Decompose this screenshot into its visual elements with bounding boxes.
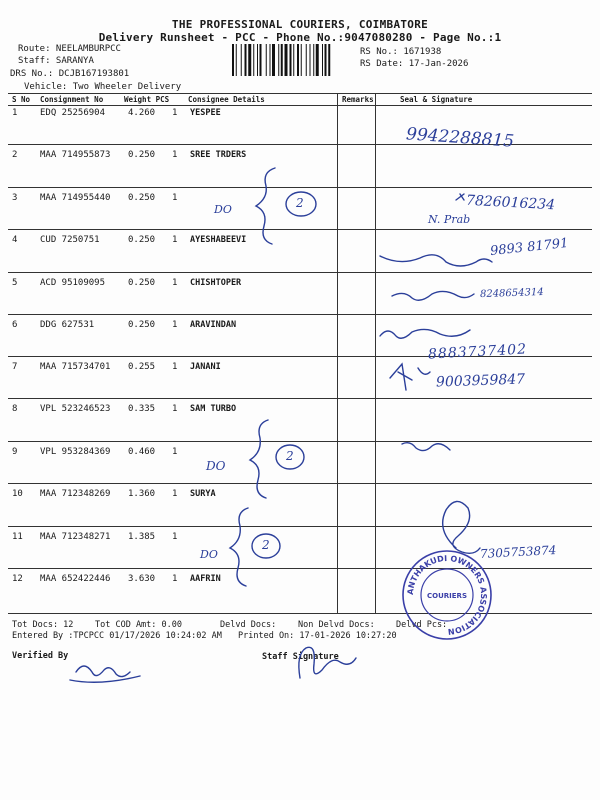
row-weight: 0.250 xyxy=(128,278,156,288)
col-sno: S No xyxy=(12,95,31,104)
row-weight: 0.255 xyxy=(128,362,156,372)
row-pcs: 1 xyxy=(172,362,178,372)
table-header-rule xyxy=(8,105,592,106)
signature-verified xyxy=(70,666,140,682)
row-sno: 2 xyxy=(12,150,18,160)
row-consignment-no: MAA 714955440 xyxy=(40,193,111,203)
handwritten-phone-3: 7826016234 xyxy=(465,192,556,214)
handwritten-circle-3: 2 xyxy=(296,196,304,210)
row-consignment-no: DDG 627531 xyxy=(40,320,95,330)
row-consignment-no: MAA 714955873 xyxy=(40,150,111,160)
barcode-bar xyxy=(253,44,254,76)
barcode-bar xyxy=(245,44,247,76)
row-sno: 4 xyxy=(12,235,18,245)
row-pcs: 1 xyxy=(172,574,178,584)
signature-row-10 xyxy=(443,501,480,553)
barcode-bar xyxy=(241,44,242,76)
row-consignee: JANANI xyxy=(190,362,221,372)
row-pcs: 1 xyxy=(172,235,178,245)
row-divider xyxy=(8,187,592,188)
rs-date: RS Date: 17-Jan-2026 xyxy=(360,59,469,69)
barcode-bar xyxy=(266,44,267,76)
row-sno: 3 xyxy=(12,193,18,203)
signature-row-7 xyxy=(390,364,430,390)
row-consignee: CHISHTOPER xyxy=(190,278,242,288)
row-weight: 0.250 xyxy=(128,193,156,203)
signature-row-5 xyxy=(392,291,474,300)
brace-row-9 xyxy=(250,420,268,498)
col-seal-signature: Seal & Signature xyxy=(400,95,473,104)
row-divider xyxy=(8,441,592,442)
row-consignee: ARAVINDAN xyxy=(190,320,237,330)
row-consignment-no: EDQ 25256904 xyxy=(40,108,106,118)
handwritten-name-3: N. Prab xyxy=(428,213,471,226)
barcode-bar xyxy=(310,44,311,76)
row-weight: 0.250 xyxy=(128,320,156,330)
route-label: Route: NEELAMBURPCC xyxy=(18,44,121,54)
barcode-bar xyxy=(325,44,327,76)
col-consignee: Consignee Details xyxy=(188,95,265,104)
barcode-bar xyxy=(270,44,271,76)
entered-by: Entered By :TPCPCC 01/17/2026 10:24:02 AM xyxy=(12,631,222,641)
row-divider xyxy=(8,272,592,273)
row-divider xyxy=(8,483,592,484)
stamp-center-text: COURIERS xyxy=(427,592,467,600)
vehicle-label: Vehicle: Two Wheeler Delivery xyxy=(24,82,182,92)
barcode-bar xyxy=(260,44,262,76)
printed-on: Printed On: 17-01-2026 10:27:20 xyxy=(238,631,397,641)
row-pcs: 1 xyxy=(172,532,178,542)
barcode-bar xyxy=(297,44,299,76)
staff-label: Staff: SARANYA xyxy=(18,56,94,66)
row-weight: 0.250 xyxy=(128,150,156,160)
barcode-bar xyxy=(301,44,302,76)
barcode-bar xyxy=(306,44,307,76)
row-pcs: 1 xyxy=(172,489,178,499)
row-consignee: YESPEE xyxy=(190,108,221,118)
handwritten-circle-9: 2 xyxy=(286,449,294,463)
row-divider xyxy=(8,398,592,399)
remarks-divider xyxy=(337,93,338,613)
barcode-bar xyxy=(328,44,330,76)
row-divider xyxy=(8,229,592,230)
barcode-bar xyxy=(232,44,234,76)
signature-row-6 xyxy=(380,329,470,338)
col-weight-pcs: Weight PCS xyxy=(124,95,170,104)
barcode-bar xyxy=(316,44,319,76)
row-consignment-no: VPL 953284369 xyxy=(40,447,111,457)
row-consignee: AYESHABEEVI xyxy=(190,235,247,245)
row-consignment-no: VPL 523246523 xyxy=(40,404,111,414)
rs-number: RS No.: 1671938 xyxy=(360,47,442,57)
handwritten-phone-4: 9893 81791 xyxy=(489,235,570,260)
row-sno: 5 xyxy=(12,278,18,288)
row-weight: 1.360 xyxy=(128,489,156,499)
barcode-bar xyxy=(278,44,279,76)
row-consignee: AAFRIN xyxy=(190,574,221,584)
row-consignment-no: MAA 712348271 xyxy=(40,532,111,542)
row-weight: 0.460 xyxy=(128,447,156,457)
row-sno: 1 xyxy=(12,108,18,118)
delivered-docs: Delvd Docs: xyxy=(220,620,277,630)
row-sno: 7 xyxy=(12,362,18,372)
barcode-bar xyxy=(257,44,258,76)
company-title: THE PROFESSIONAL COURIERS, COIMBATORE xyxy=(171,18,429,31)
barcode-bar xyxy=(272,44,275,76)
table-top-rule xyxy=(8,93,592,94)
row-weight: 0.335 xyxy=(128,404,156,414)
drs-label: DRS No.: DCJB167193801 xyxy=(10,69,130,79)
row-sno: 12 xyxy=(12,574,23,584)
handwritten-do-3: DO xyxy=(214,203,232,216)
row-consignment-no: MAA 652422446 xyxy=(40,574,111,584)
brace-row-11 xyxy=(230,508,248,586)
barcode-bar xyxy=(236,44,237,76)
handwritten-phone-7: 9003959847 xyxy=(435,371,526,391)
runsheet-subtitle: Delivery Runsheet - PCC - Phone No.:9047080280 - Page No.:1 xyxy=(98,31,502,44)
row-sno: 9 xyxy=(12,447,18,457)
barcode-image xyxy=(231,44,357,76)
brace-row-3 xyxy=(256,168,275,244)
table-bottom-rule xyxy=(8,613,592,614)
row-divider xyxy=(8,526,592,527)
row-pcs: 1 xyxy=(172,108,178,118)
seal-divider xyxy=(375,93,376,613)
barcode-bar xyxy=(313,44,314,76)
row-sno: 6 xyxy=(12,320,18,330)
handwritten-phone-5: 8248654314 xyxy=(479,286,544,301)
row-weight: 0.250 xyxy=(128,235,156,245)
barcode-bar xyxy=(281,44,283,76)
row-pcs: 1 xyxy=(172,404,178,414)
row-consignee: SAM TURBO xyxy=(190,404,237,414)
row-weight: 1.385 xyxy=(128,532,156,542)
row-sno: 8 xyxy=(12,404,18,414)
row-consignee: SURYA xyxy=(190,489,216,499)
row-consignment-no: ACD 95109095 xyxy=(40,278,106,288)
row-divider xyxy=(8,568,592,569)
signature-row-4 xyxy=(380,255,492,266)
row-pcs: 1 xyxy=(172,193,178,203)
row-sno: 11 xyxy=(12,532,23,542)
barcode-bar xyxy=(290,44,292,76)
verified-by-label: Verified By xyxy=(12,651,69,661)
row-consignment-no: MAA 715734701 xyxy=(40,362,111,372)
handwritten-phone-1: 9942288815 xyxy=(405,124,515,152)
row-sno: 10 xyxy=(12,489,23,499)
staff-signature-label: Staff Signature xyxy=(262,652,339,662)
stamp-ring-text: ANTHAKUDI OWNERS ASSOCIATION xyxy=(405,553,489,637)
row-divider xyxy=(8,314,592,315)
handwritten-do-11: DO xyxy=(200,548,218,561)
total-docs: Tot Docs: 12 xyxy=(12,620,74,630)
row-consignment-no: CUD 7250751 xyxy=(40,235,100,245)
row-weight: 3.630 xyxy=(128,574,156,584)
delivered-pcs: Delvd Pcs: xyxy=(396,620,448,630)
handwritten-do-9: DO xyxy=(206,459,226,473)
barcode-bar xyxy=(285,44,288,76)
row-pcs: 1 xyxy=(172,150,178,160)
handwritten-circle-11: 2 xyxy=(262,538,270,552)
row-consignee: SREE TRDERS xyxy=(190,150,247,160)
association-stamp xyxy=(400,548,494,642)
row-pcs: 1 xyxy=(172,278,178,288)
col-remarks: Remarks xyxy=(342,95,374,104)
barcode-bar xyxy=(322,44,323,76)
row-pcs: 1 xyxy=(172,320,178,330)
row-consignment-no: MAA 712348269 xyxy=(40,489,111,499)
col-consignment: Consignment No xyxy=(40,95,104,104)
handwritten-phone-6: 8883737402 xyxy=(427,341,528,363)
handwritten-phone-11: 7305753874 xyxy=(479,543,557,561)
signature-row-3-mark xyxy=(456,194,464,200)
non-delivered-docs: Non Delvd Docs: xyxy=(298,620,375,630)
row-pcs: 1 xyxy=(172,447,178,457)
barcode-bar xyxy=(293,44,294,76)
total-cod-amount: Tot COD Amt: 0.00 xyxy=(95,620,182,630)
barcode-bar xyxy=(248,44,251,76)
row-weight: 4.260 xyxy=(128,108,156,118)
signature-row-9 xyxy=(402,443,450,451)
